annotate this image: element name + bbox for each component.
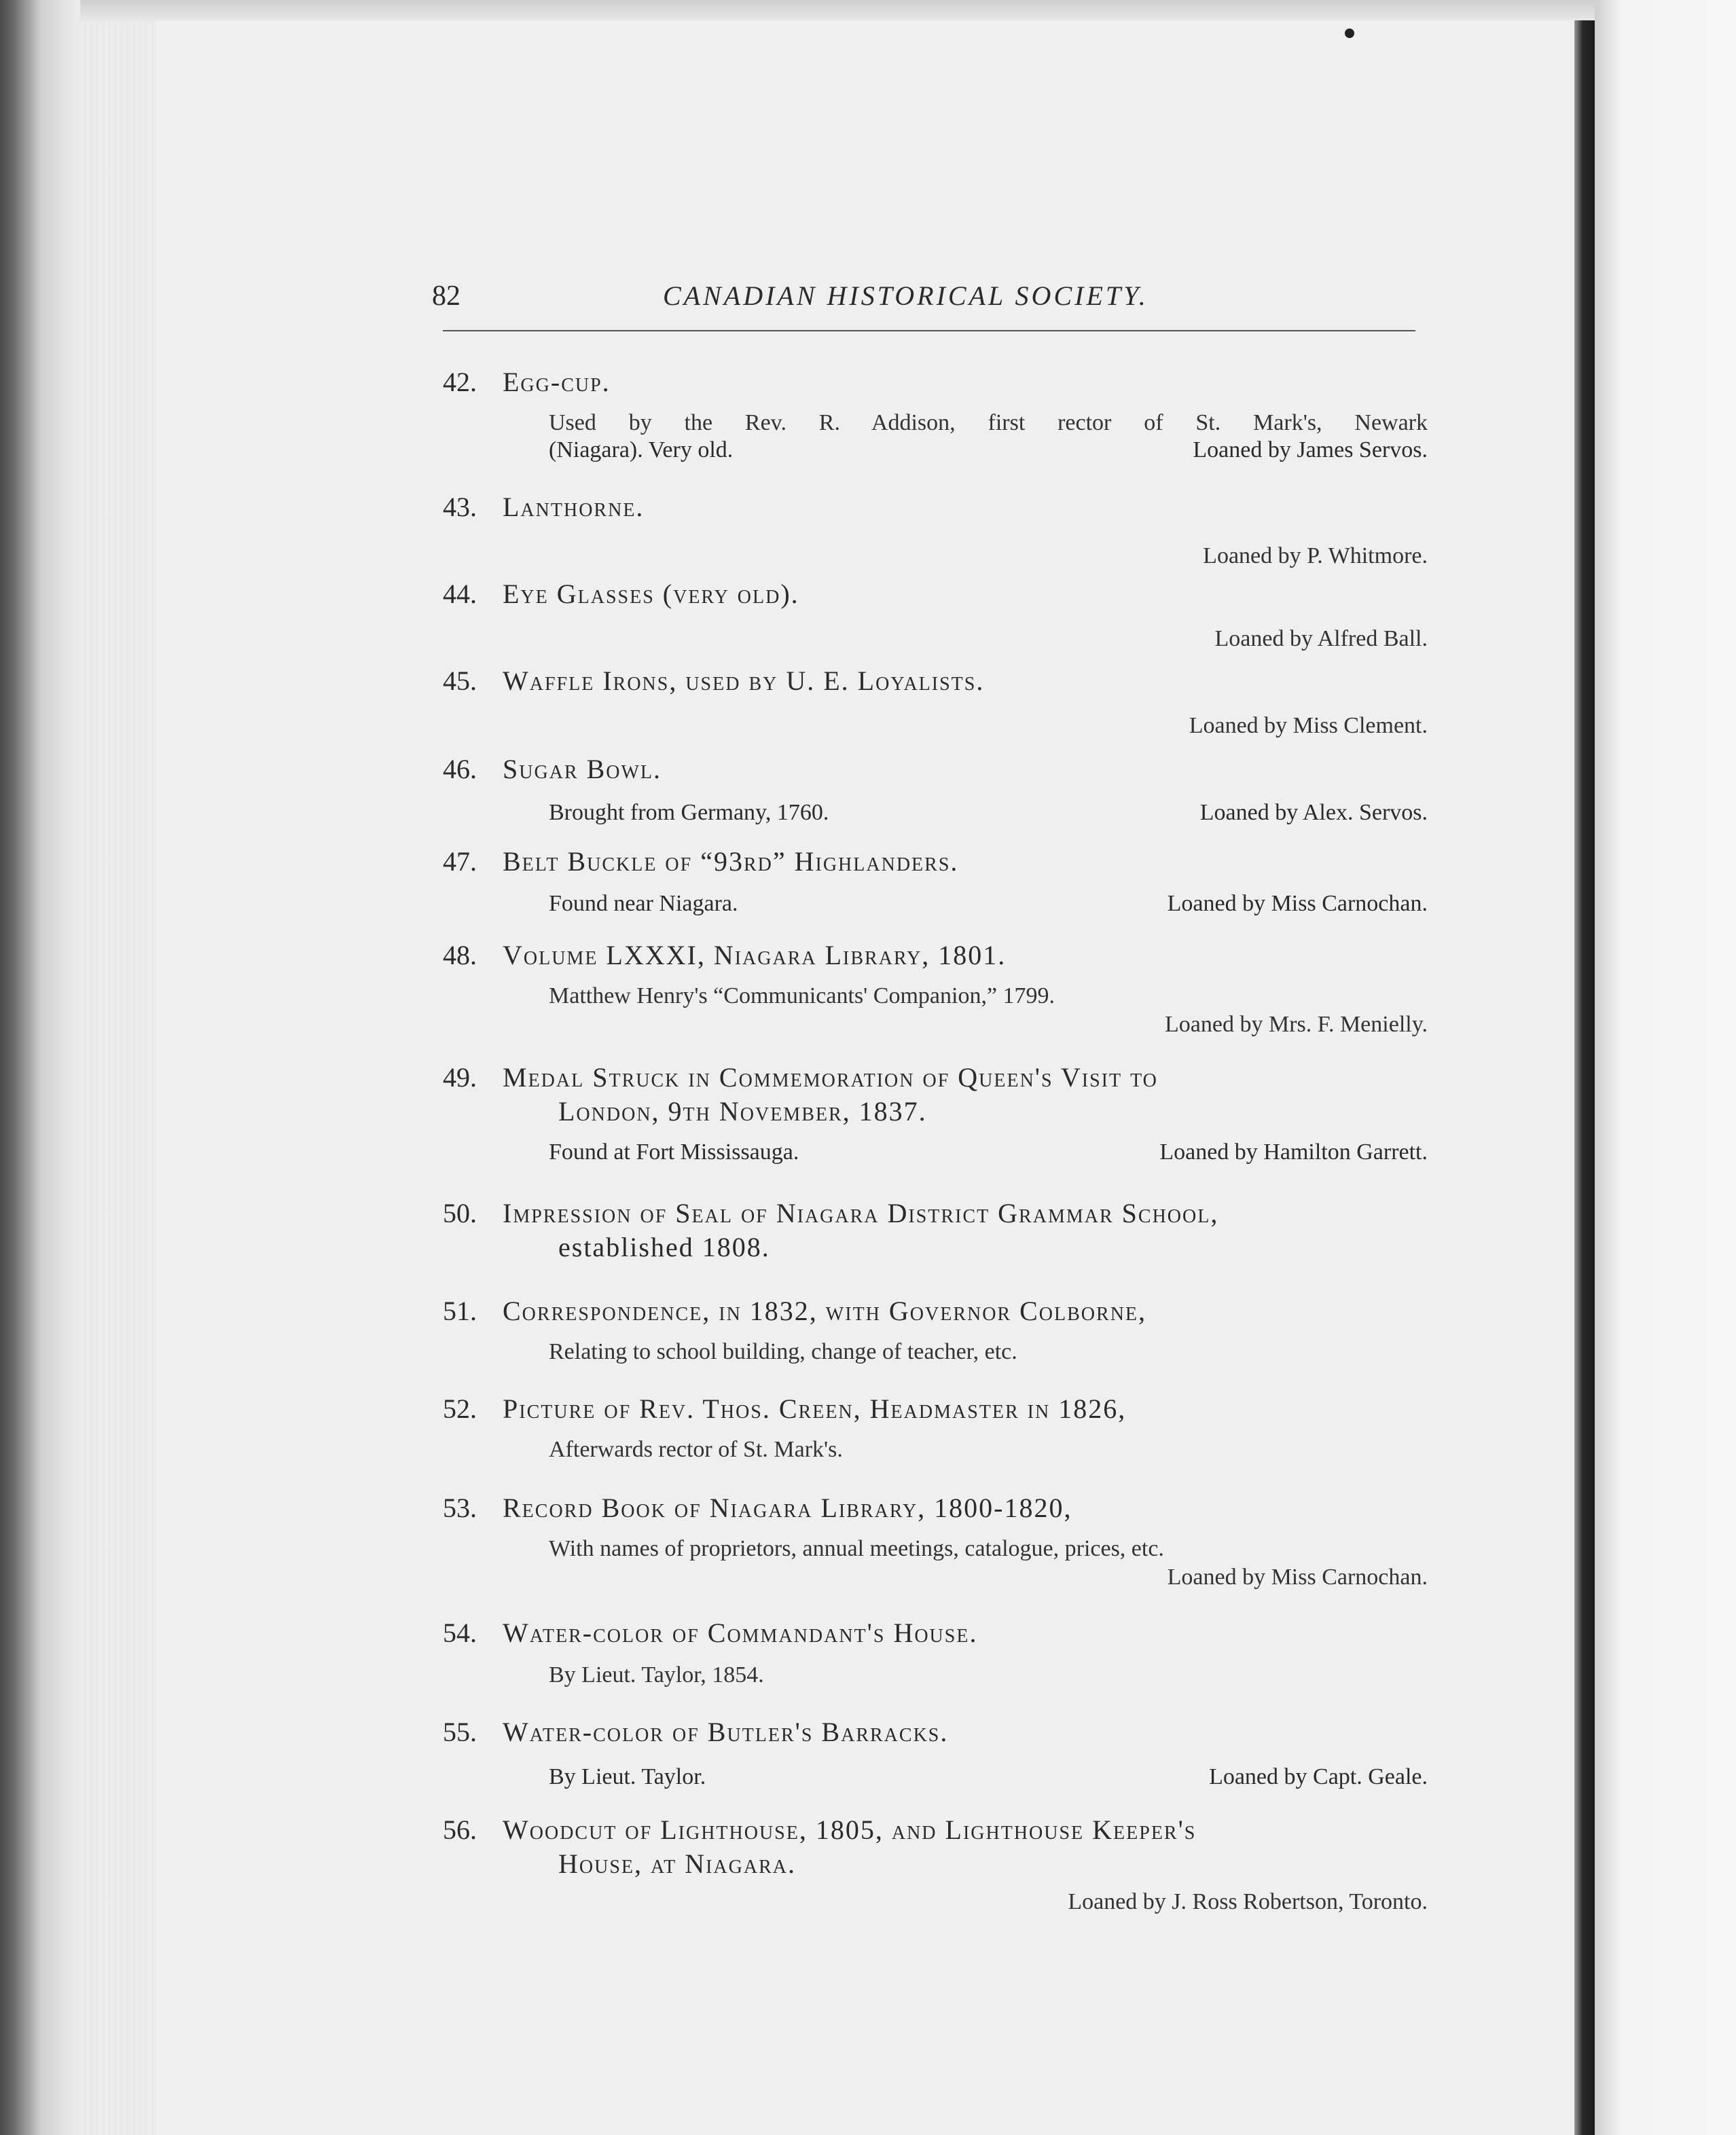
running-head [432,280,1414,321]
entry-46 [443,752,1428,830]
entry-number: 46. [443,754,477,784]
loan-credit: Loaned by P. Whitmore. [1203,543,1428,568]
entry-title-continued: London, 9th November, 1837. [558,1096,927,1127]
header-rule [443,330,1415,331]
entry-description: By Lieut. Taylor. [549,1764,706,1789]
entry-number: 50. [443,1198,477,1228]
entry-56 [443,1813,1428,1916]
loan-credit: Loaned by Miss Carnochan. [1167,891,1428,916]
entry-45 [443,664,1428,740]
entry-description: Afterwards rector of St. Mark's. [549,1437,843,1462]
entry-title: Waffle Irons, used by U. E. Loyalists. [503,665,985,696]
entry-description: Brought from Germany, 1760. [549,800,829,825]
entry-title: Egg-cup. [503,367,611,397]
entry-number: 53. [443,1493,477,1523]
loan-credit: Loaned by Mrs. F. Menielly. [1165,1012,1428,1037]
entry-number: 54. [443,1618,477,1648]
entry-49 [443,1061,1428,1169]
entry-number: 49. [443,1062,477,1093]
entry-number: 51. [443,1296,477,1326]
entry-title: Woodcut of Lighthouse, 1805, and Lighthouse Keeper's [503,1814,1197,1845]
entry-description: (Niagara). Very old. [549,437,734,462]
entry-55 [443,1715,1428,1794]
entry-51 [443,1294,1428,1366]
entry-description: Used by the Rev. R. Addison, first rector of St. Mark's, Newark [549,410,1428,435]
entry-title: Picture of Rev. Thos. Creen, Headmaster in 1826, [503,1393,1127,1424]
loan-credit: Loaned by Alex. Servos. [1199,800,1428,825]
entry-54 [443,1616,1428,1690]
entry-50 [443,1197,1428,1264]
entry-number: 47. [443,846,477,877]
loan-credit: Loaned by Capt. Geale. [1209,1764,1428,1789]
entry-title: Volume LXXXI, Niagara Library, 1801. [503,940,1007,970]
entry-description: Matthew Henry's “Communicants' Companion,” 1799. [549,983,1055,1008]
entry-53 [443,1491,1428,1592]
entry-number: 52. [443,1393,477,1424]
entry-title: Water-color of Butler's Barracks. [503,1717,949,1747]
page-number: 82 [432,280,460,312]
entry-description: Found near Niagara. [549,891,738,916]
entry-title: Belt Buckle of “93rd” Highlanders. [503,846,959,877]
entry-number: 45. [443,665,477,696]
entry-title: Sugar Bowl. [503,754,662,784]
loan-credit: Loaned by Miss Carnochan. [1167,1565,1428,1590]
entry-title: Record Book of Niagara Library, 1800-1820, [503,1493,1072,1523]
entry-number: 44. [443,579,477,609]
entry-47 [443,845,1428,921]
entry-title: Impression of Seal of Niagara District Grammar School, [503,1198,1219,1228]
entry-52 [443,1392,1428,1464]
loan-credit: Loaned by James Servos. [1193,437,1428,462]
entry-title-continued: House, at Niagara. [558,1848,796,1879]
entry-description: Relating to school building, change of teacher, etc. [549,1339,1017,1364]
entry-48 [443,938,1428,1039]
entry-number: 56. [443,1814,477,1845]
entry-title: Lanthorne. [503,492,645,522]
entry-number: 43. [443,492,477,522]
entry-title: Water-color of Commandant's House. [503,1618,978,1648]
running-title: CANADIAN HISTORICAL SOCIETY. [663,280,1149,311]
entry-title: Correspondence, in 1832, with Governor Colborne, [503,1296,1147,1326]
entry-title-continued: established 1808. [558,1232,770,1262]
loan-credit: Loaned by J. Ross Robertson, Toronto. [1068,1889,1428,1914]
loan-credit: Loaned by Alfred Ball. [1214,626,1428,651]
entry-description: With names of proprietors, annual meetings, catalogue, prices, etc. [549,1536,1164,1561]
entry-number: 55. [443,1717,477,1747]
entry-44 [443,577,1428,653]
entry-title: Eye Glasses (very old). [503,579,799,609]
entry-42 [443,365,1428,467]
loan-credit: Loaned by Hamilton Garrett. [1159,1139,1428,1165]
entry-number: 42. [443,367,477,397]
loan-credit: Loaned by Miss Clement. [1189,713,1428,738]
entry-number: 48. [443,940,477,970]
entry-43 [443,490,1428,570]
entry-title: Medal Struck in Commemoration of Queen's Visit to [503,1062,1158,1093]
entry-description: Found at Fort Mississauga. [549,1139,799,1165]
entry-description: By Lieut. Taylor, 1854. [549,1662,764,1687]
